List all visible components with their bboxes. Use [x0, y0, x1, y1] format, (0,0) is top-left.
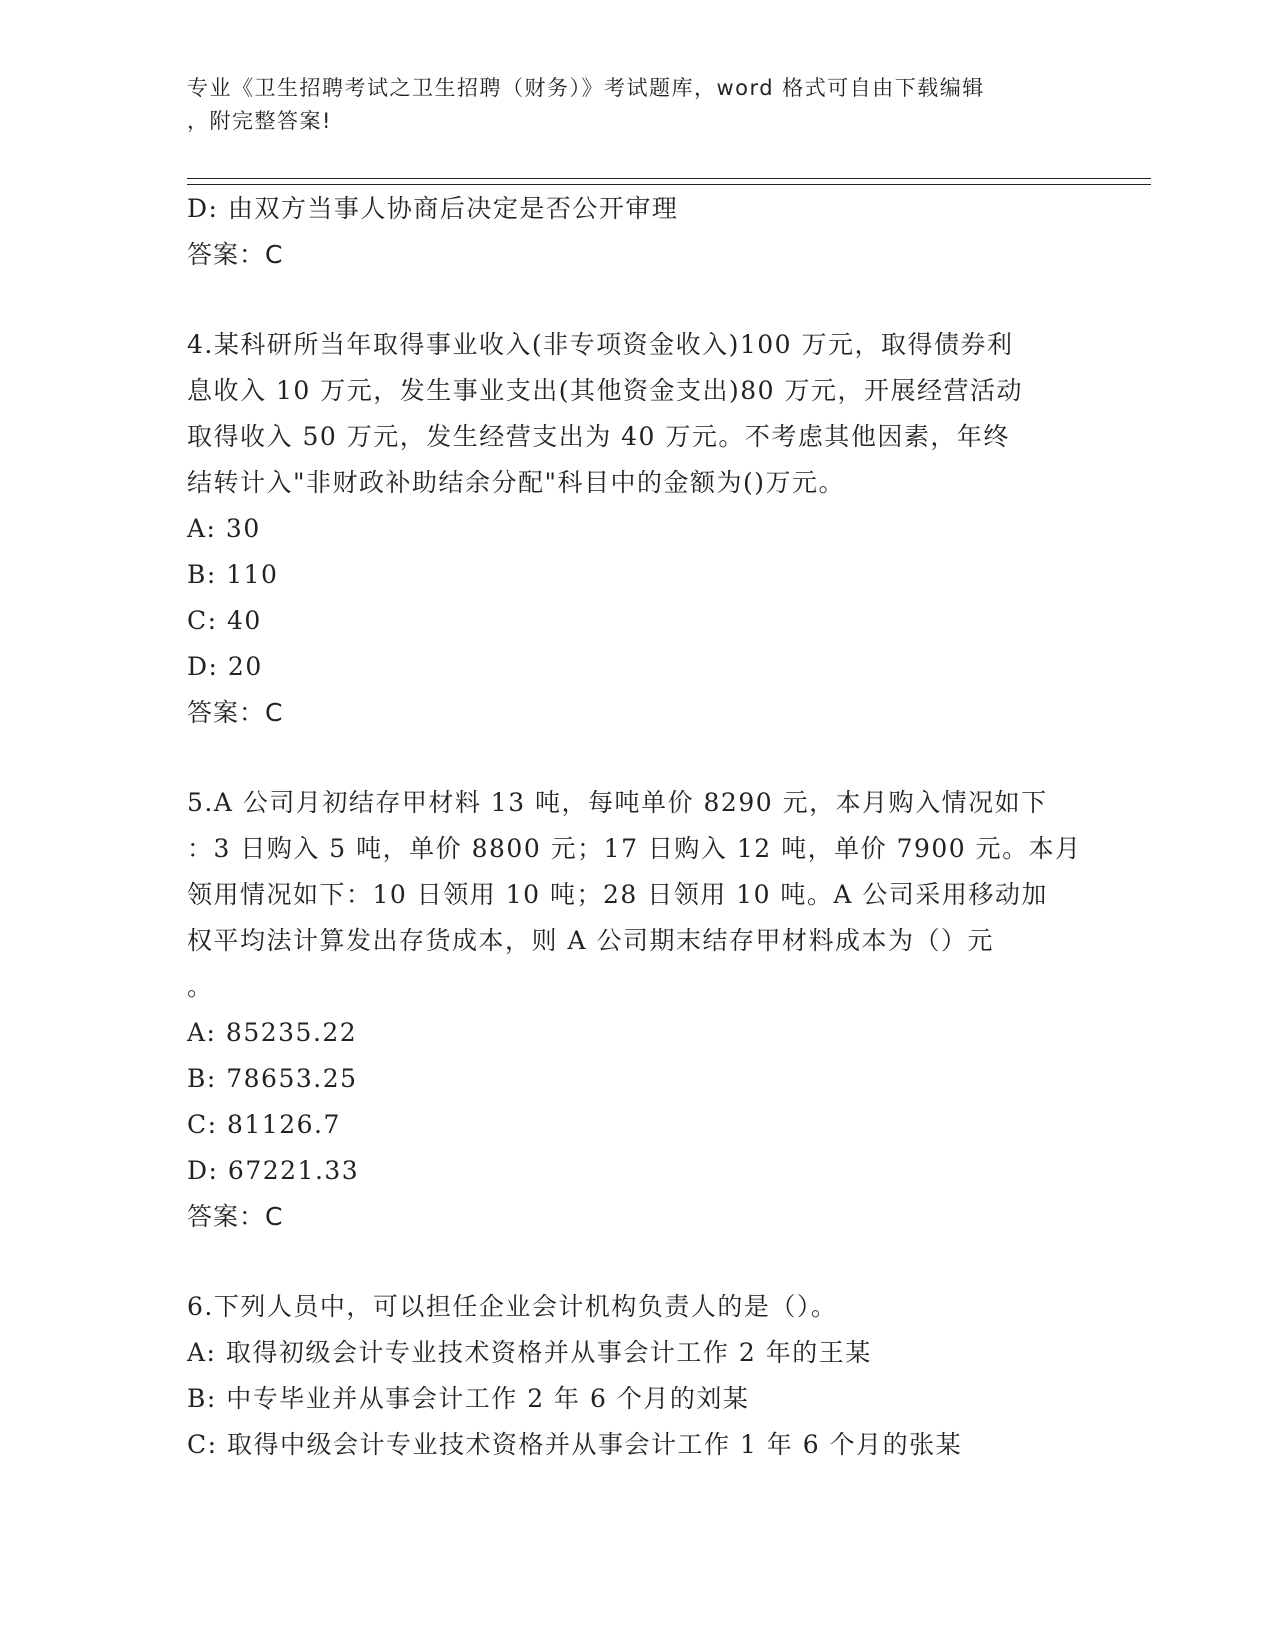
- q6-option-a: A: 取得初级会计专业技术资格并从事会计工作 2 年的王某: [187, 1338, 872, 1367]
- q4-stem-line: 取得收入 50 万元，发生经营支出为 40 万元。不考虑其他因素，年终: [187, 422, 1010, 451]
- q6-option-b: B: 中专毕业并从事会计工作 2 年 6 个月的刘某: [187, 1384, 750, 1413]
- q4-option-b: B: 110: [187, 560, 279, 589]
- q5-option-b: B: 78653.25: [187, 1064, 358, 1093]
- q4-stem-line: 结转计入"非财政补助结余分配"科目中的金额为()万元。: [187, 468, 846, 497]
- spacer: [187, 1240, 1087, 1284]
- q3-answer: 答案：C: [187, 240, 284, 269]
- q6-stem: [187, 1284, 1087, 1330]
- q5-option-a: A: 85235.22: [187, 1018, 358, 1047]
- q6-option-c: C: 取得中级会计专业技术资格并从事会计工作 1 年 6 个月的张某: [187, 1430, 963, 1459]
- q5-stem-line: 领用情况如下：10 日领用 10 吨；28 日领用 10 吨。A 公司采用移动加: [187, 880, 1048, 909]
- q5-answer: 答案：C: [187, 1202, 284, 1231]
- header-divider-top: [187, 178, 1151, 179]
- q4-stem: [187, 322, 1087, 506]
- q5-stem-line: 5.A 公司月初结存甲材料 13 吨，每吨单价 8290 元，本月购入情况如下: [187, 788, 1048, 817]
- q5-stem-line: ：3 日购入 5 吨，单价 8800 元；17 日购入 12 吨，单价 7900 元。本月: [187, 834, 1082, 863]
- q4-option-a: A: 30: [187, 514, 261, 543]
- q4-stem-line: 息收入 10 万元，发生事业支出(其他资金支出)80 万元，开展经营活动: [187, 376, 1023, 405]
- q5-stem-line: 权平均法计算发出存货成本，则 A 公司期末结存甲材料成本为（）元: [187, 926, 994, 955]
- q6-stem-line: 6.下列人员中，可以担任企业会计机构负责人的是（）。: [187, 1292, 838, 1321]
- q4-answer: 答案：C: [187, 698, 284, 727]
- header-divider-bottom: [187, 184, 1151, 185]
- q4-option-d: D: 20: [187, 652, 263, 681]
- header-line-1: 专业《卫生招聘考试之卫生招聘（财务）》考试题库，word 格式可自由下载编辑: [187, 76, 985, 100]
- q3-option-d: D: 由双方当事人协商后决定是否公开审理: [187, 194, 679, 223]
- spacer: [187, 278, 1087, 322]
- q5-stem: [187, 780, 1087, 1010]
- document-header: [187, 72, 1087, 138]
- q4-stem-line: 4.某科研所当年取得事业收入(非专项资金收入)100 万元，取得债券利: [187, 330, 1014, 359]
- q5-option-c: C: 81126.7: [187, 1110, 341, 1139]
- header-line-2: ，附完整答案!: [187, 109, 332, 133]
- spacer: [187, 736, 1087, 780]
- q4-option-c: C: 40: [187, 606, 262, 635]
- q5-option-d: D: 67221.33: [187, 1156, 360, 1185]
- question-content: [187, 186, 1087, 1468]
- q5-stem-line: 。: [187, 972, 214, 1001]
